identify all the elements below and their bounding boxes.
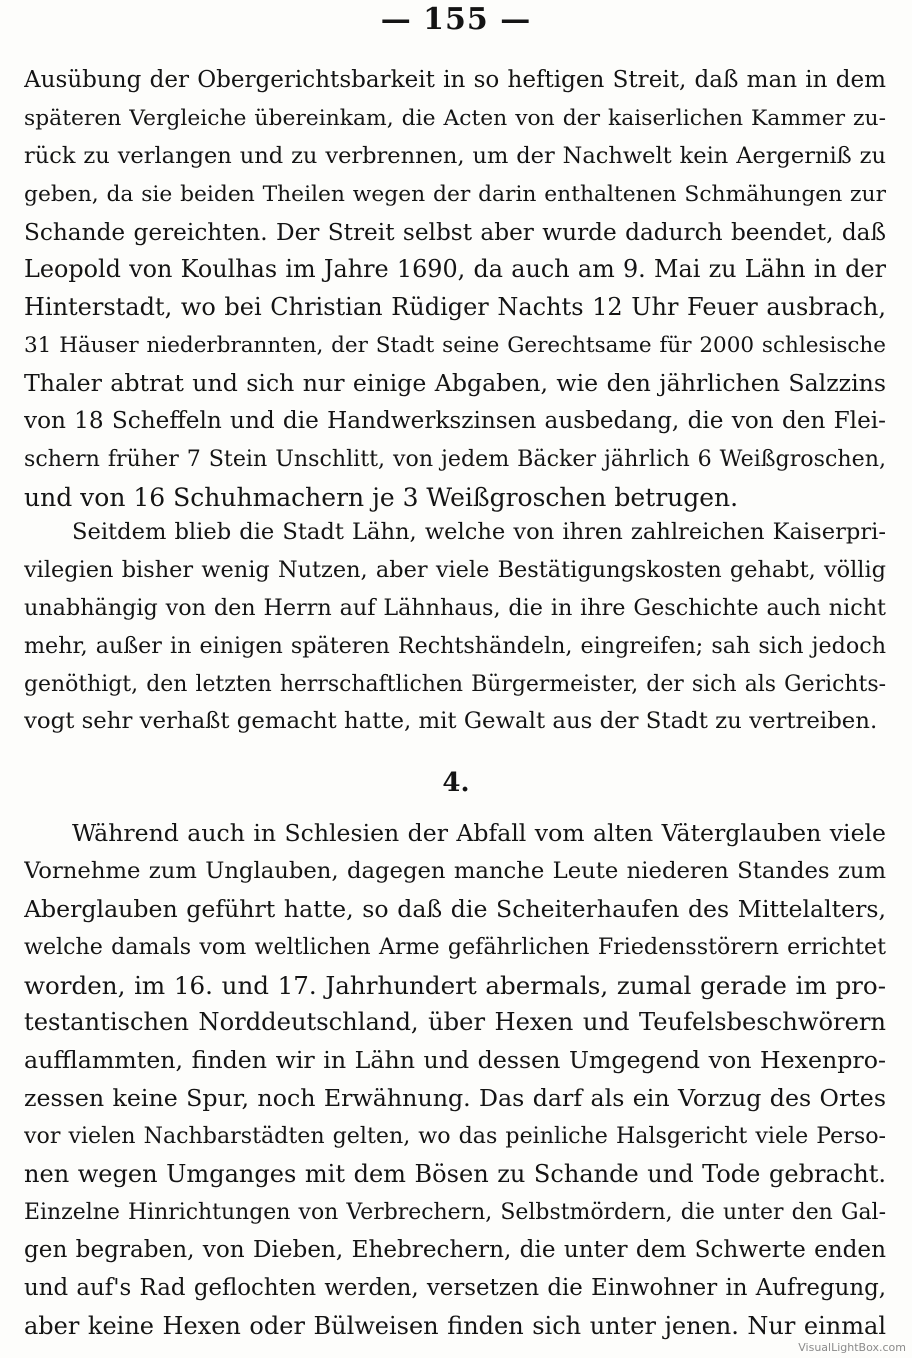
paragraph-2 <box>24 514 886 741</box>
text-line: späteren Vergleiche übereinkam, die Acten von der kaiserlichen Kammer zu- <box>24 105 886 131</box>
text-line: worden, im 16. und 17. Jahrhundert abermals, zumal gerade im pro- <box>24 970 886 1000</box>
text-line: Thaler abtrat und sich nur einige Abgaben, wie den jährlichen Salzzins <box>24 369 886 398</box>
text-line: vor vielen Nachbarstädten gelten, wo das peinliche Halsgericht viele Perso- <box>24 1123 886 1150</box>
page-number: — 155 — <box>380 2 532 37</box>
text-line: genöthigt, den letzten herrschaftlichen Bürgermeister, der sich als Gerichts- <box>24 671 886 697</box>
text-line: Hinterstadt, wo bei Christian Rüdiger Nachts 12 Uhr Feuer ausbrach, <box>24 293 886 322</box>
text-line: geben, da sie beiden Theilen wegen der darin enthaltenen Schmähungen zur <box>24 181 886 207</box>
text-line: zessen keine Spur, noch Erwähnung. Das darf als ein Vorzug des Ortes <box>24 1084 886 1113</box>
paragraph-3 <box>24 815 886 1345</box>
text-line: Aberglauben geführt hatte, so daß die Scheiterhaufen des Mittelalters, <box>24 894 886 923</box>
text-line: mehr, außer in einigen späteren Rechtshändeln, eingreifen; sah sich jedoch <box>24 632 886 659</box>
text-line: von 18 Scheffeln und die Handwerkszinsen ausbedang, die von den Flei- <box>24 408 886 435</box>
text-line: unabhängig von den Herrn auf Lähnhaus, die in ihre Geschichte auch nicht <box>24 594 886 621</box>
text-line: testantischen Norddeutschland, über Hexen und Teufelsbeschwörern <box>24 1008 886 1037</box>
text-line: Einzelne Hinrichtungen von Verbrechern, Selbstmördern, die unter den Gal- <box>24 1199 886 1225</box>
text-line: rück zu verlangen und zu verbrennen, um der Nachwelt kein Aergerniß zu <box>24 142 886 169</box>
text-line: Leopold von Koulhas im Jahre 1690, da auch am 9. Mai zu Lähn in der <box>24 255 886 284</box>
text-line: vogt sehr verhaßt gemacht hatte, mit Gewalt aus der Stadt zu vertreiben. <box>24 708 878 735</box>
text-line: Schande gereichten. Der Streit selbst aber wurde dadurch beendet, daß <box>24 218 886 246</box>
text-line: nen wegen Umganges mit dem Bösen zu Schande und Tode gebracht. <box>24 1160 886 1189</box>
text-line: welche damals vom weltlichen Arme gefährlichen Friedensstörern errichtet <box>24 933 886 960</box>
section-number: 4. <box>442 768 470 798</box>
text-line: Ausübung der Obergerichtsbarkeit in so heftigen Streit, daß man in dem <box>24 67 886 93</box>
text-line: Während auch in Schlesien der Abfall vom alten Väterglauben viele <box>72 819 886 847</box>
text-line: Seitdem blieb die Stadt Lähn, welche von ihren zahlreichen Kaiserpri- <box>72 519 886 545</box>
text-line: und auf's Rad geflochten werden, versetzen die Einwohner in Aufregung, <box>24 1274 886 1301</box>
paragraph-1 <box>24 62 886 517</box>
text-line: aufflammten, finden wir in Lähn und dessen Umgegend von Hexenpro- <box>24 1046 886 1075</box>
text-line: Vornehme zum Unglauben, dagegen manche Leute niederen Standes zum <box>24 857 886 884</box>
text-line: aber keine Hexen oder Bülweisen finden sich unter jenen. Nur einmal <box>24 1311 886 1340</box>
text-line: gen begraben, von Dieben, Ehebrechern, die unter dem Schwerte enden <box>24 1236 886 1263</box>
text-line: vilegien bisher wenig Nutzen, aber viele Bestätigungskosten gehabt, völlig <box>24 556 886 583</box>
text-line: schern früher 7 Stein Unschlitt, von jedem Bäcker jährlich 6 Weißgroschen, <box>24 445 886 472</box>
text-line: und von 16 Schuhmachern je 3 Weißgroschen betrugen. <box>24 482 739 512</box>
text-line: 31 Häuser niederbrannten, der Stadt seine Gerechtsame für 2000 schlesische <box>24 333 886 359</box>
watermark: VisualLightBox.com <box>798 1341 906 1354</box>
